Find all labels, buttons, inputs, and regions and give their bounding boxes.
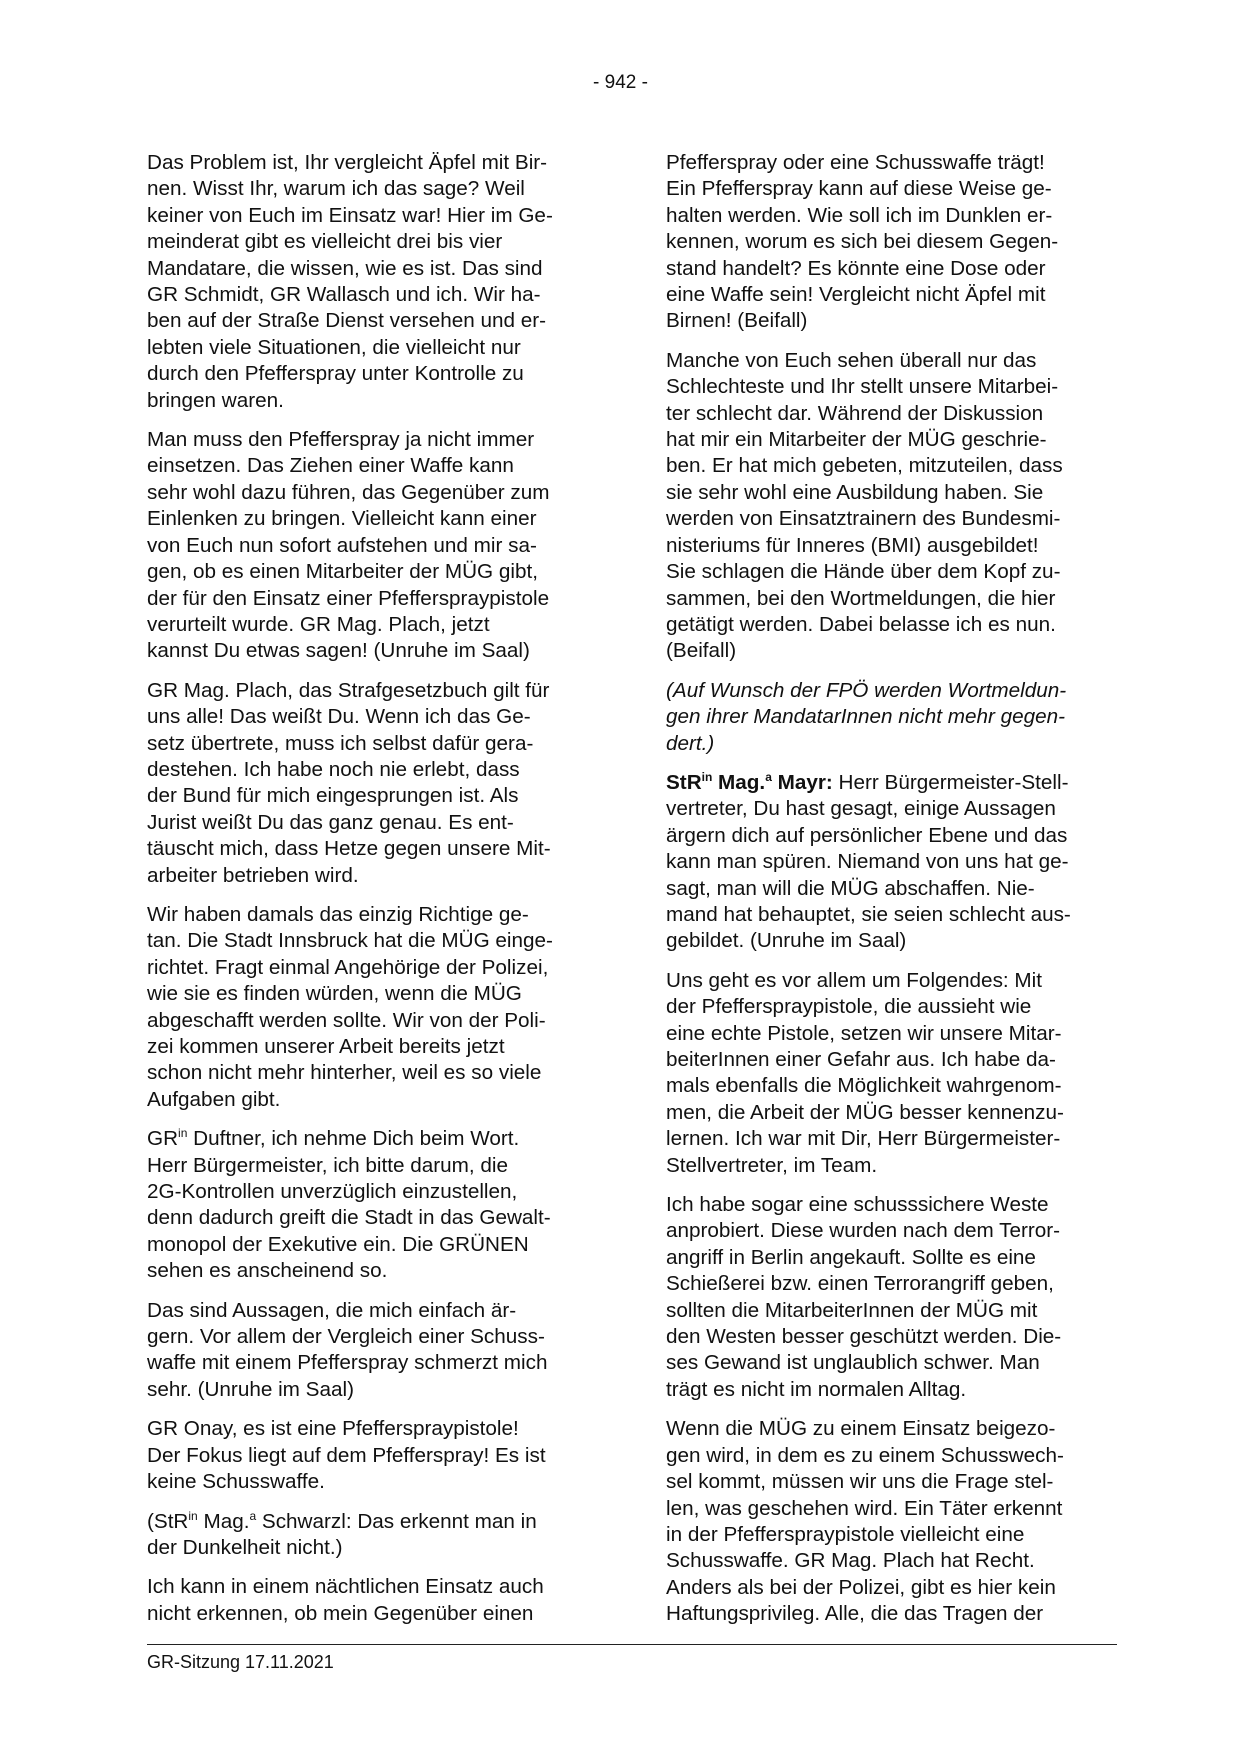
paragraph: Ich kann in einem nächtlichen Einsatz auch nicht erkennen, ob mein Gegenüber einen	[147, 1575, 544, 1625]
page-number: - 942 -	[593, 72, 648, 93]
paragraph: Wenn die MÜG zu einem Einsatz beigezo- gen wird, in dem es zu einem Schusswech- sel kommt, müssen wir uns die Frage stel- len, was geschehen wird. Ein Täter erkennt in der Pfefferspraypistole vielleicht eine Schusswaffe. GR Mag. Plach hat Recht. Anders als bei der Polizei, gibt es hier kein Haftungsprivileg. Alle, die das Tragen der	[666, 1417, 1064, 1626]
paragraph: Pfefferspray oder eine Schusswaffe trägt! Ein Pfefferspray kann auf diese Weise ge- halten werden. Wie soll ich im Dunklen er- kennen, worum es sich bei diesem Gegen- stand handelt? Es könnte eine Dose oder eine Waffe sein! Vergleicht nicht Äpfel mit Birnen! (Beifall)	[666, 151, 1059, 333]
paragraph: GR Mag. Plach, das Strafgesetzbuch gilt für uns alle! Das weißt Du. Wenn ich das Ge- setz übertrete, muss ich selbst dafür gera- destehen. Ich habe noch nie erlebt, dass der Bund für mich eingesprungen ist. Als Jurist weißt Du das ganz genau. Es ent- täuscht mich, dass Hetze gegen unsere Mit- arbeiter betrieben wird.	[147, 678, 551, 887]
right-column	[666, 150, 1106, 1641]
footer-divider	[147, 1644, 1117, 1645]
paragraph: Das Problem ist, Ihr vergleicht Äpfel mit Bir- nen. Wisst Ihr, warum ich das sage? Weil keiner von Euch im Einsatz war! Hier im Ge- meinderat gibt es vielleicht drei bis vier Mandatare, die wissen, wie es ist. Das sind GR Schmidt, GR Wallasch und ich. Wir ha- ben auf der Straße Dienst versehen und er- lebten viele Situationen, die vielleicht nur durch den Pfefferspray unter Kontrolle zu bringen waren.	[147, 151, 553, 412]
paragraph: Manche von Euch sehen überall nur das Schlechteste und Ihr stellt unsere Mitarbei- ter schlecht dar. Während der Diskussion hat mir ein Mitarbeiter der MÜG geschrie- ben. Er hat mich gebeten, mitzuteilen, dass sie sehr wohl eine Ausbildung haben. Sie werden von Einsatztrainern des Bundesmi- nisteriums für Inneres (BMI) ausgebildet! Sie schlagen die Hände über dem Kopf zu- sammen, bei den Wortmeldungen, die hier getätigt werden. Dabei belasse ich es nun. (Beifall)	[666, 348, 1063, 663]
left-column	[147, 150, 587, 1640]
paragraph: $GR^{in}$ Duftner, ich nehme Dich beim Wort. Herr Bürgermeister, ich bitte darum, die 2G-Kontrollen unverzüglich einzustellen, denn dadurch greift die Stadt in das Gewalt- monopol der Exekutive ein. Die GRÜNEN sehen es anscheinend so.	[147, 1126, 551, 1283]
paragraph: Ich habe sogar eine schusssichere Weste anprobiert. Diese wurden nach dem Terror- angriff in Berlin angekauft. Sollte es eine Schießerei bzw. einen Terrorangriff geben, sollten die MitarbeiterInnen der MÜG mit den Westen besser geschützt werden. Die- ses Gewand ist unglaublich schwer. Man trägt es nicht im normalen Alltag.	[666, 1193, 1062, 1401]
editorial-note: (Auf Wunsch der FPÖ werden Wortmeldun- gen ihrer MandatarInnen nicht mehr gegen- dert.)	[666, 678, 1067, 755]
speaker-paragraph: StR$^{in}$ Mag.$^a$ Mayr: Herr Bürgermeister-Stell- vertreter, Du hast gesagt, einige Aussagen ärgern dich auf persönlicher Ebene und das kann man spüren. Niemand von uns hat ge- sagt, man will die MÜG abschaffen. Nie- mand hat behauptet, sie seien schlecht aus- gebildet. (Unruhe im Saal)	[666, 769, 1071, 953]
interjection: (StR$^{in}$ Mag.$^a$ Schwarzl: Das erkennt man in der Dunkelheit nicht.)	[147, 1508, 537, 1559]
paragraph: Uns geht es vor allem um Folgendes: Mit der Pfefferspraypistole, die aussieht wie eine echte Pistole, setzen wir unsere Mitar- beiterInnen einer Gefahr aus. Ich habe da- mals ebenfalls die Möglichkeit wahrgenom- men, die Arbeit der MÜG besser kennenzu- lernen. Ich war mit Dir, Herr Bürgermeister- Stellvertreter, im Team.	[666, 968, 1064, 1177]
paragraph: Das sind Aussagen, die mich einfach är- gern. Vor allem der Vergleich einer Schuss- waffe mit einem Pfefferspray schmerzt mich sehr. (Unruhe im Saal)	[147, 1298, 548, 1401]
footer-session-date: GR-Sitzung 17.11.2021	[147, 1652, 334, 1672]
paragraph: Wir haben damals das einzig Richtige ge- tan. Die Stadt Innsbruck hat die MÜG einge- richtet. Fragt einmal Angehörige der Polizei, wie sie es finden würden, wenn die MÜG abgeschafft werden sollte. Wir von der Poli- zei kommen unserer Arbeit bereits jetzt schon nicht mehr hinterher, weil es so viele Aufgaben gibt.	[147, 902, 553, 1111]
paragraph: GR Onay, es ist eine Pfefferspraypistole! Der Fokus liegt auf dem Pfefferspray! Es ist keine Schusswaffe.	[147, 1417, 546, 1494]
paragraph: Man muss den Pfefferspray ja nicht immer einsetzen. Das Ziehen einer Waffe kann sehr wohl dazu führen, das Gegenüber zum Einlenken zu bringen. Vielleicht kann einer von Euch nun sofort aufstehen und mir sa- gen, ob es einen Mitarbeiter der MÜG gibt, der für den Einsatz einer Pfefferspraypistole verurteilt wurde. GR Mag. Plach, jetzt kannst Du etwas sagen! (Unruhe im Saal)	[147, 428, 550, 663]
